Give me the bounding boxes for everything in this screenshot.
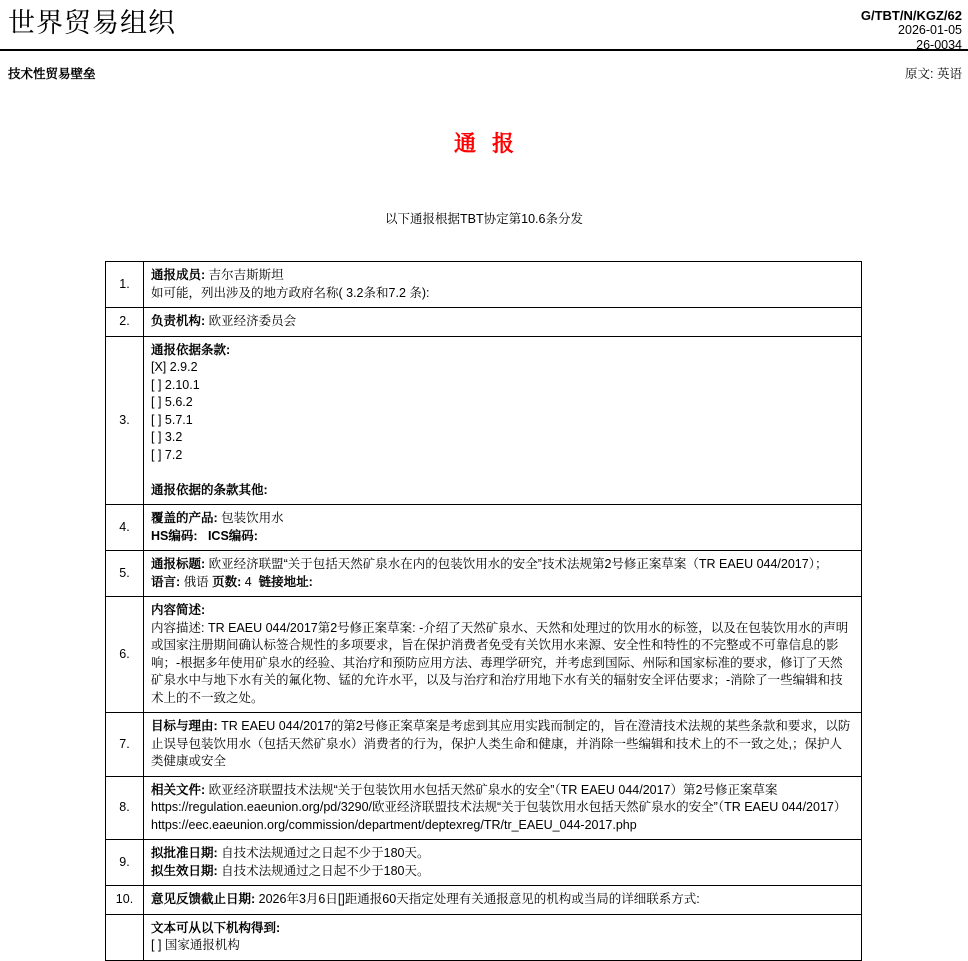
field-label: 目标与理由: — [151, 719, 218, 733]
field-value: 4 — [241, 574, 259, 589]
field-label: 负责机构: — [151, 314, 206, 328]
field-value: 内容描述: TR EAEU 044/2017第2号修正案草案: -介绍了天然矿泉水、天然和处理过的饮用水的标签，以及在包装饮用水的声明或国家注册期间确认标签合规性的多项要求，旨在保护消费者免受有关饮用水来源、安全性和特性的不完整或不可靠信息的影响；-根据多年使用矿泉水的经验、其治疗和预防应用方法、毒理学研究，并考虑到国际、州际和国家标准的要求，修订了天然矿泉水中与地下水有关的氟化物、锰的允许水平，以及与治疗和治疗用地下水有关的辐射安全评估要求；-消除了一些编辑和技术上的不一致之处。 — [151, 620, 849, 705]
content-line — [151, 620, 854, 708]
table-row — [106, 262, 862, 308]
content-line — [151, 412, 854, 430]
field-label: 意见反馈截止日期: — [151, 892, 256, 906]
field-value: 自技术法规通过之日起不少于180天。 — [217, 846, 430, 860]
field-label: 内容简述: — [151, 603, 206, 617]
content-line — [151, 574, 854, 592]
content-line — [151, 267, 854, 285]
field-value: 2026年3月6日[]距通报60天指定处理有关通报意见的机构或当局的详细联系方式: — [255, 892, 700, 906]
field-label: 相关文件: — [151, 782, 206, 797]
table-row — [106, 597, 862, 713]
field-label: 通报成员: — [151, 268, 206, 282]
row-content — [144, 886, 862, 915]
field-label: 通报依据条款: — [151, 342, 231, 357]
table-row — [106, 336, 862, 505]
content-line — [151, 482, 854, 500]
table-row — [106, 776, 862, 840]
row-number: 8. — [106, 776, 144, 840]
row-number — [106, 914, 144, 960]
content-line — [151, 447, 854, 465]
content-line — [151, 429, 854, 447]
row-content — [144, 505, 862, 551]
row-content — [144, 840, 862, 886]
row-number: 4. — [106, 505, 144, 551]
field-label: 通报标题: — [151, 557, 206, 571]
document-meta — [861, 6, 962, 53]
field-value: 俄语 — [180, 574, 213, 589]
row-number: 2. — [106, 308, 144, 337]
table-row — [106, 551, 862, 597]
field-label: 页数: — [212, 574, 242, 589]
original-language: 原文: 英语 — [905, 67, 962, 81]
field-value: [ ] 5.6.2 — [151, 395, 193, 409]
committee-name: 技术性贸易壁垒 — [8, 67, 96, 81]
row-number: 6. — [106, 597, 144, 713]
content-line — [151, 285, 854, 303]
field-value: 如可能，列出涉及的地方政府名称( 3.2条和7.2 条): — [151, 285, 430, 300]
row-number: 3. — [106, 336, 144, 505]
row-number: 10. — [106, 886, 144, 915]
field-label: 文本可从以下机构得到: — [151, 920, 281, 935]
table-row — [106, 886, 862, 915]
row-content — [144, 262, 862, 308]
content-line — [151, 313, 854, 331]
field-value: [ ] 5.7.1 — [151, 412, 193, 427]
field-value — [198, 529, 208, 543]
row-content — [144, 713, 862, 777]
content-line — [151, 891, 854, 909]
field-label: 通报依据的条款其他: — [151, 482, 268, 497]
document-subheader — [0, 51, 968, 82]
field-value: 欧亚经济联盟“关于包括天然矿泉水在内的包装饮用水的安全”技术法规第2号修正案草案（TR EAEU 044/2017）； — [205, 557, 828, 571]
row-content — [144, 308, 862, 337]
content-line — [151, 602, 854, 620]
row-number: 1. — [106, 262, 144, 308]
field-value: [ ] 7.2 — [151, 447, 183, 462]
field-label: HS编码: — [151, 528, 198, 543]
row-number: 5. — [106, 551, 144, 597]
content-line — [151, 394, 854, 412]
distribution-note: 以下通报根据TBT协定第10.6条分发 — [385, 212, 583, 226]
row-content — [144, 336, 862, 505]
field-label: ICS编码: — [207, 528, 258, 543]
notification-table-wrap — [105, 261, 862, 961]
notification-table — [105, 261, 862, 961]
content-line — [151, 782, 854, 835]
content-line — [151, 718, 854, 771]
content-line — [151, 342, 854, 360]
field-value: [ ] 2.10.1 — [151, 377, 200, 392]
content-line — [151, 510, 854, 528]
content-line — [151, 845, 854, 863]
content-line — [151, 528, 854, 546]
document-header — [0, 0, 968, 51]
content-line — [151, 359, 854, 377]
field-value: 自技术法规通过之日起不少于180天。 — [217, 863, 430, 878]
field-value: 吉尔吉斯斯坦 — [205, 268, 284, 282]
content-line — [151, 863, 854, 881]
field-value: [ ] 3.2 — [151, 430, 183, 444]
table-row — [106, 713, 862, 777]
field-value: 欧亚经济联盟技术法规“关于包装饮用水包括天然矿泉水的安全”（TR EAEU 044/2017）第2号修正案草案 https://regulation.eaeunion.org/pd/3290/欧亚经济联盟技术法规“关于包装饮用水包括天然矿泉水的安全”（TR EAEU 044/2017）https://eec.eaeunion.org/commission/department/deptexreg/TR/tr_EAEU_044-2017.php — [151, 782, 847, 832]
field-label: 拟生效日期: — [151, 863, 218, 878]
field-value: 包装饮用水 — [217, 511, 284, 525]
field-label: 拟批准日期: — [151, 846, 218, 860]
field-label: 链接地址: — [258, 574, 313, 589]
document-number: 26-0034 — [916, 38, 962, 52]
row-number: 9. — [106, 840, 144, 886]
row-content — [144, 551, 862, 597]
row-content — [144, 597, 862, 713]
content-line — [151, 937, 854, 955]
table-row — [106, 505, 862, 551]
table-row — [106, 840, 862, 886]
row-content — [144, 776, 862, 840]
field-value: 欧亚经济委员会 — [205, 314, 297, 328]
row-content — [144, 914, 862, 960]
content-line — [151, 920, 854, 938]
content-line — [151, 377, 854, 395]
field-value: TR EAEU 044/2017的第2号修正案草案是考虑到其应用实践而制定的，旨在澄清技术法规的某些条款和要求，以防止误导包装饮用水（包括天然矿泉水）消费者的行为，保护人类生命和健康，并消除一些编辑和技术上的不一致之处,；保护人类健康或安全 — [151, 719, 851, 768]
field-value: [X] 2.9.2 — [151, 360, 198, 374]
field-label: 覆盖的产品: — [151, 511, 218, 525]
notification-table-body — [106, 262, 862, 961]
notification-title: 通 报 — [453, 131, 520, 156]
table-row — [106, 914, 862, 960]
document-date: 2026-01-05 — [898, 23, 962, 37]
field-value: [ ] 国家通报机构 — [151, 938, 240, 952]
document-symbol: G/TBT/N/KGZ/62 — [860, 8, 962, 23]
content-line — [151, 556, 854, 574]
content-line — [151, 464, 854, 482]
field-label: 语言: — [151, 574, 181, 589]
organization-name: 世界贸易组织 — [8, 8, 176, 38]
table-row — [106, 308, 862, 337]
row-number: 7. — [106, 713, 144, 777]
